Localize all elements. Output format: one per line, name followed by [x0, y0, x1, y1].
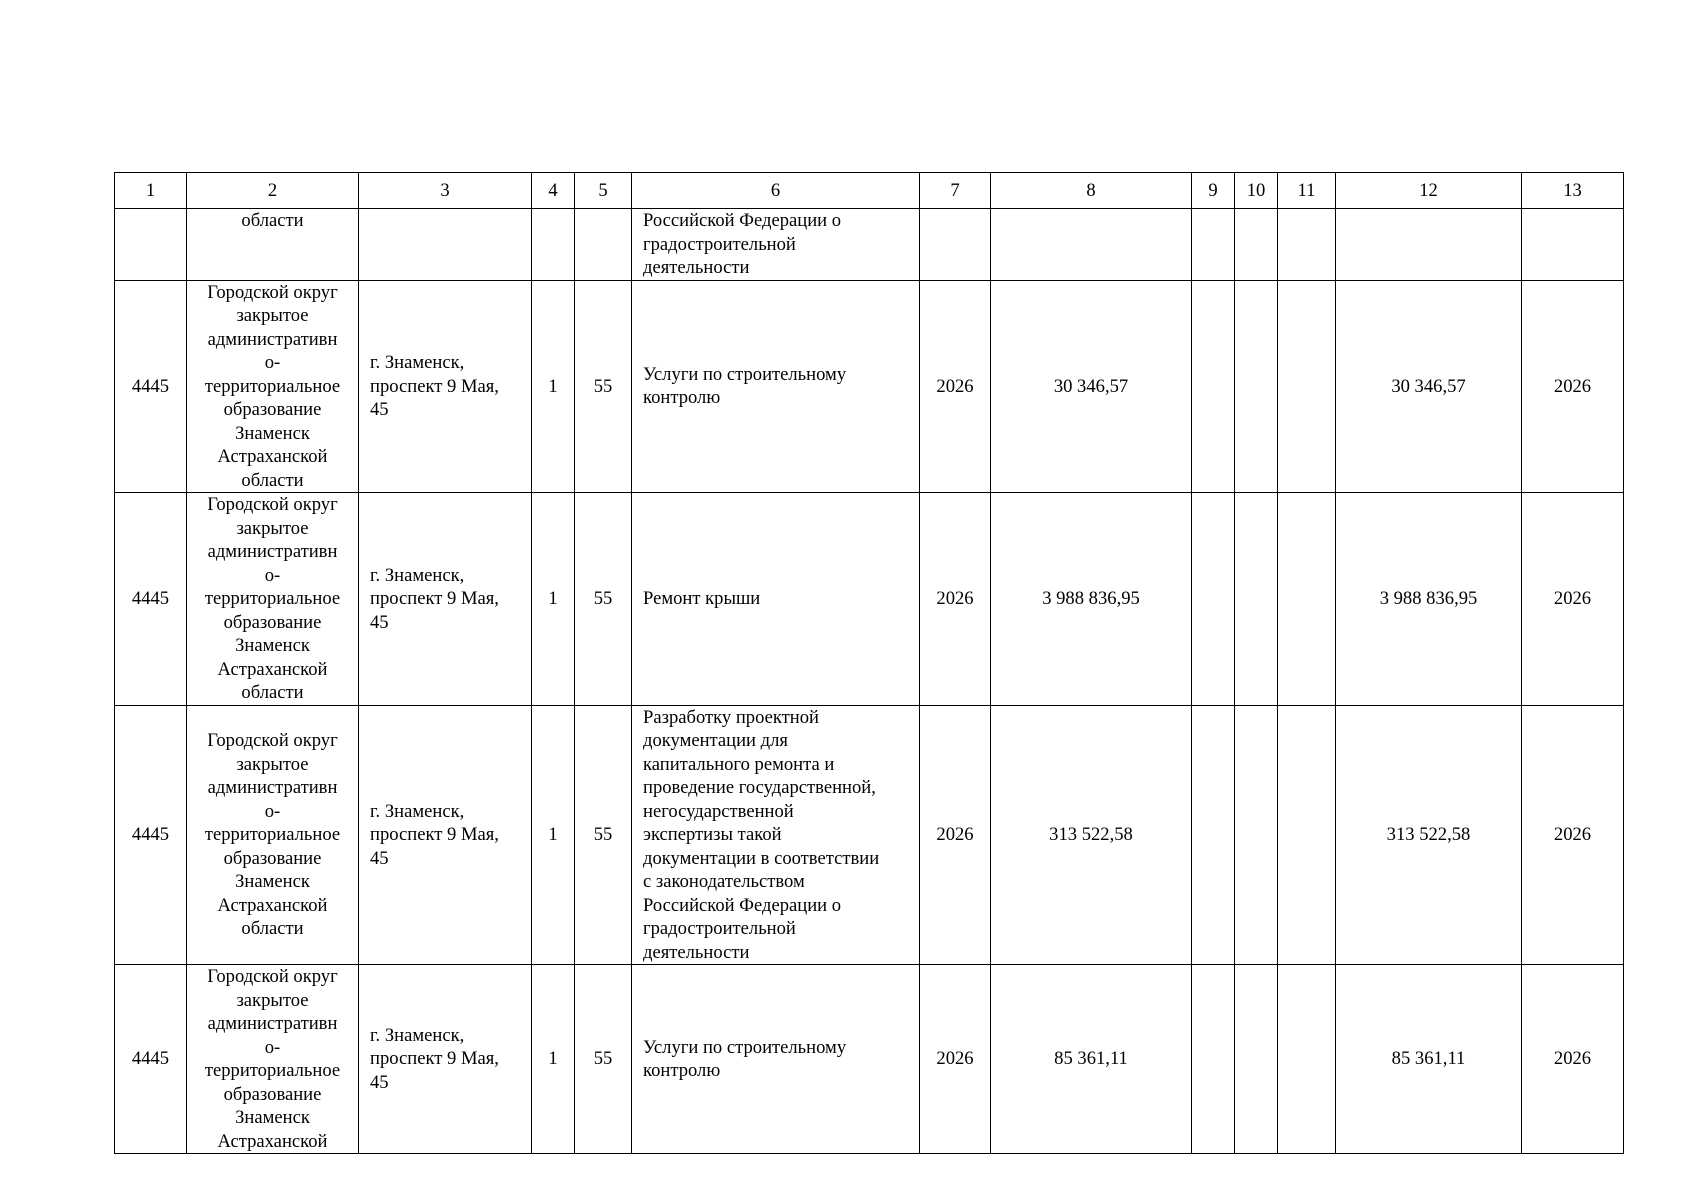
continuation-row: [115, 209, 1624, 281]
column-number-cell: 8: [991, 173, 1192, 209]
amount-cell: 85 361,11: [1336, 965, 1522, 1154]
address-cell: г. Знаменск, проспект 9 Мая, 45: [359, 280, 532, 493]
work-type-cell: Услуги по строительному контролю: [632, 965, 920, 1154]
year-end-cell: 2026: [1522, 493, 1624, 706]
column-number-cell: 9: [1192, 173, 1235, 209]
column-number-cell: 7: [920, 173, 991, 209]
municipality-cell: Городской округ закрытое административн о- территориальное образование Знаменск Астраханской: [187, 965, 359, 1154]
code-cell: 4445: [115, 705, 187, 965]
amount-cell: 313 522,58: [1336, 705, 1522, 965]
col5-cell: 55: [575, 965, 632, 1154]
table-row: [115, 493, 1624, 706]
municipality-cell: Городской округ закрытое административн о- территориальное образование Знаменск Астраханской области: [187, 705, 359, 965]
table-row: [115, 705, 1624, 965]
year-cell: 2026: [920, 965, 991, 1154]
col10-cell: [1235, 280, 1278, 493]
col11-cell: [1278, 280, 1336, 493]
col4-cell: [532, 209, 575, 281]
col10-cell: [1235, 493, 1278, 706]
table-body: [115, 173, 1624, 1154]
address-cell: г. Знаменск, проспект 9 Мая, 45: [359, 965, 532, 1154]
col5-cell: 55: [575, 493, 632, 706]
col9-cell: [1192, 493, 1235, 706]
col5-cell: 55: [575, 705, 632, 965]
code-cell: [115, 209, 187, 281]
work-type-cell: Услуги по строительному контролю: [632, 280, 920, 493]
table-row: [115, 280, 1624, 493]
col10-cell: [1235, 705, 1278, 965]
code-cell: 4445: [115, 965, 187, 1154]
amount-cell: [1336, 209, 1522, 281]
col9-cell: [1192, 705, 1235, 965]
column-number-row: [115, 173, 1624, 209]
col11-cell: [1278, 705, 1336, 965]
column-number-cell: 13: [1522, 173, 1624, 209]
code-cell: 4445: [115, 493, 187, 706]
column-number-cell: 6: [632, 173, 920, 209]
col9-cell: [1192, 965, 1235, 1154]
year-cell: 2026: [920, 280, 991, 493]
work-type-cell: Ремонт крыши: [632, 493, 920, 706]
col4-cell: 1: [532, 965, 575, 1154]
col4-cell: 1: [532, 705, 575, 965]
capital-repair-table: [114, 172, 1624, 1154]
total-cost-cell: [991, 209, 1192, 281]
total-cost-cell: 85 361,11: [991, 965, 1192, 1154]
work-type-cell: Российской Федерации о градостроительной деятельности: [632, 209, 920, 281]
address-cell: г. Знаменск, проспект 9 Мая, 45: [359, 493, 532, 706]
year-end-cell: [1522, 209, 1624, 281]
column-number-cell: 2: [187, 173, 359, 209]
year-cell: 2026: [920, 493, 991, 706]
amount-cell: 3 988 836,95: [1336, 493, 1522, 706]
address-cell: [359, 209, 532, 281]
col11-cell: [1278, 209, 1336, 281]
col10-cell: [1235, 965, 1278, 1154]
column-number-cell: 4: [532, 173, 575, 209]
code-cell: 4445: [115, 280, 187, 493]
column-number-cell: 5: [575, 173, 632, 209]
address-cell: г. Знаменск, проспект 9 Мая, 45: [359, 705, 532, 965]
col5-cell: [575, 209, 632, 281]
col4-cell: 1: [532, 493, 575, 706]
total-cost-cell: 313 522,58: [991, 705, 1192, 965]
total-cost-cell: 3 988 836,95: [991, 493, 1192, 706]
year-end-cell: 2026: [1522, 705, 1624, 965]
municipality-cell: Городской округ закрытое административн о- территориальное образование Знаменск Астраханской области: [187, 493, 359, 706]
total-cost-cell: 30 346,57: [991, 280, 1192, 493]
amount-cell: 30 346,57: [1336, 280, 1522, 493]
municipality-cell: Городской округ закрытое административн о- территориальное образование Знаменск Астраханской области: [187, 280, 359, 493]
work-type-cell: Разработку проектной документации для капитального ремонта и проведение государственной, негосударственной экспертизы такой документации в соответствии с законодательством Российской Федерации о градостроительной деятельности: [632, 705, 920, 965]
year-end-cell: 2026: [1522, 280, 1624, 493]
col9-cell: [1192, 280, 1235, 493]
col4-cell: 1: [532, 280, 575, 493]
column-number-cell: 1: [115, 173, 187, 209]
table-row: [115, 965, 1624, 1154]
column-number-cell: 12: [1336, 173, 1522, 209]
municipality-cell: области: [187, 209, 359, 281]
col9-cell: [1192, 209, 1235, 281]
year-cell: 2026: [920, 705, 991, 965]
year-cell: [920, 209, 991, 281]
col5-cell: 55: [575, 280, 632, 493]
col11-cell: [1278, 965, 1336, 1154]
col11-cell: [1278, 493, 1336, 706]
column-number-cell: 3: [359, 173, 532, 209]
col10-cell: [1235, 209, 1278, 281]
column-number-cell: 10: [1235, 173, 1278, 209]
column-number-cell: 11: [1278, 173, 1336, 209]
year-end-cell: 2026: [1522, 965, 1624, 1154]
